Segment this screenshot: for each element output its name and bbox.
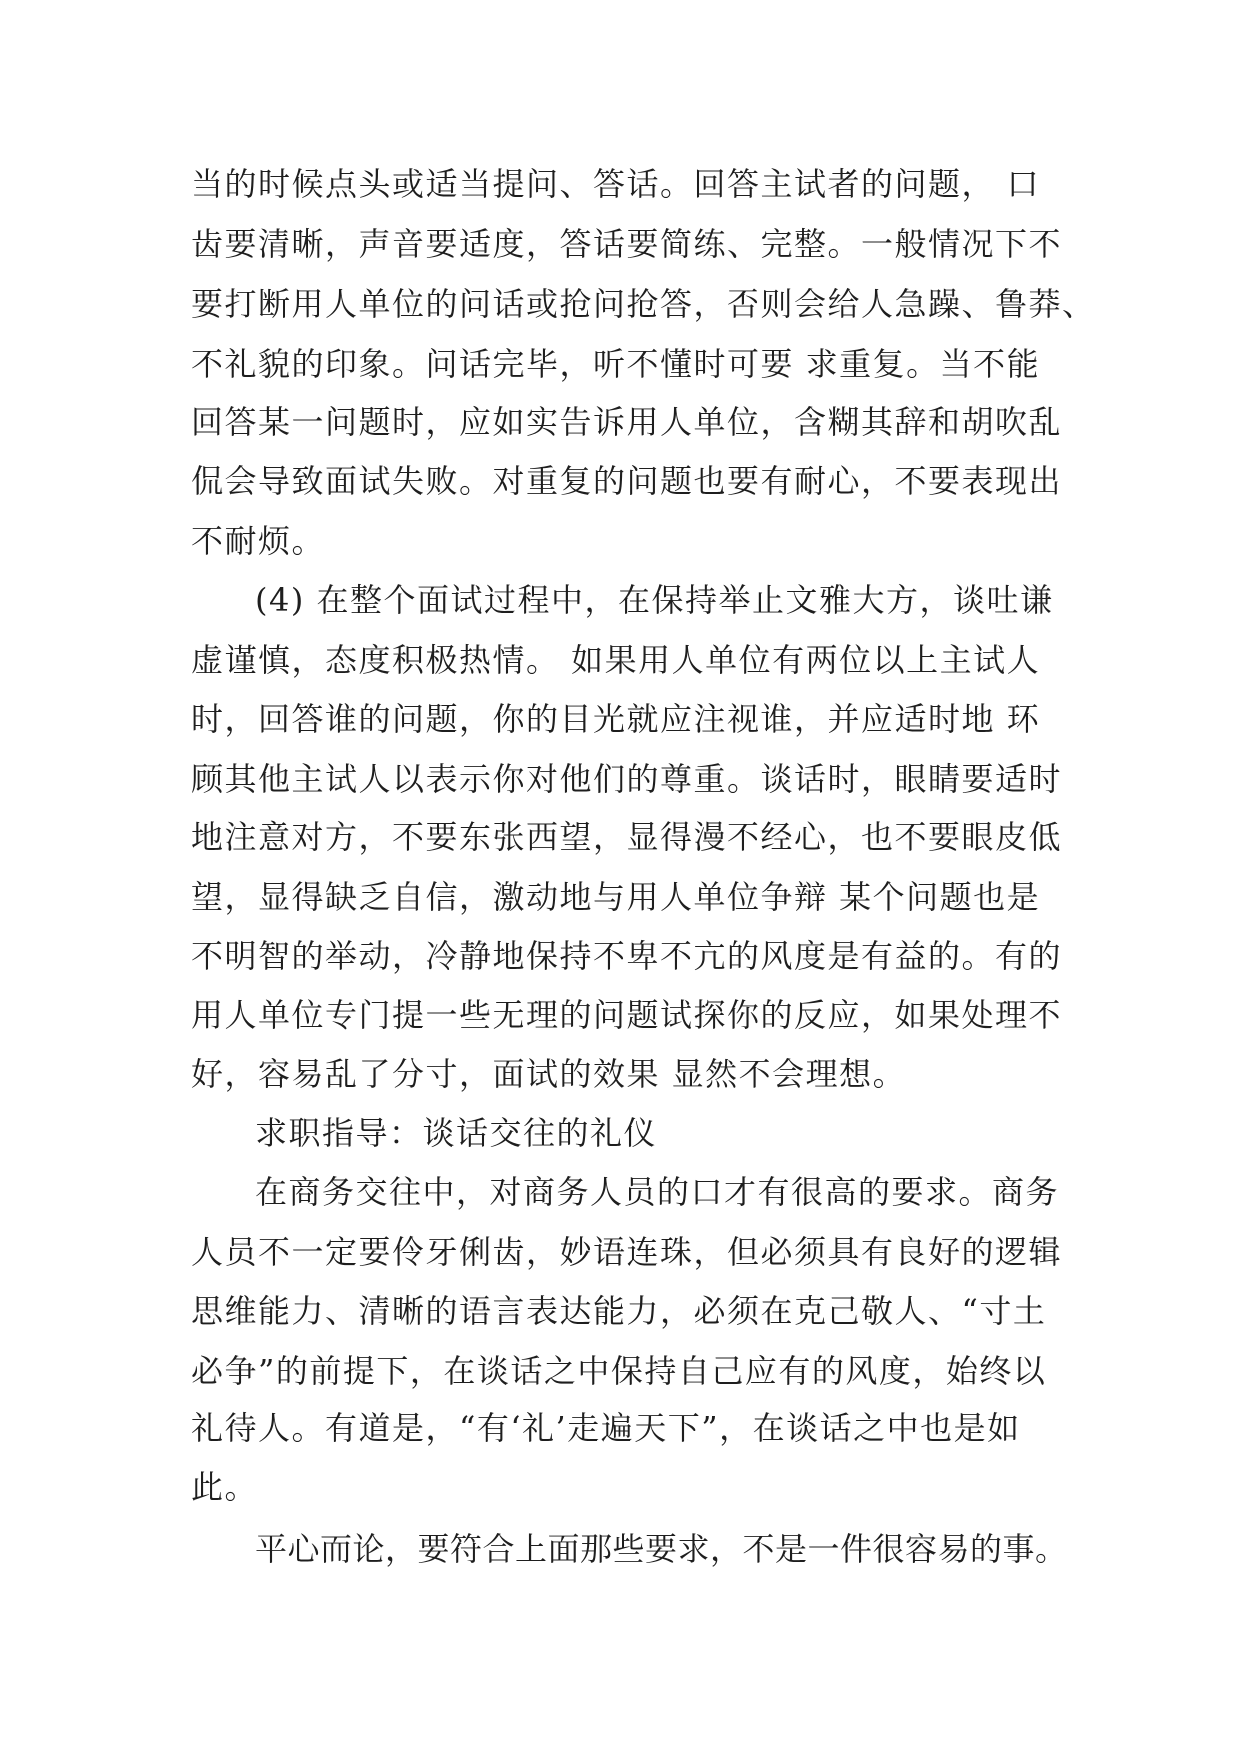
- text-line: 侃会导致面试失败。对重复的问题也要有耐心，不要表现出: [191, 462, 1063, 500]
- text-line: 此。: [191, 1468, 259, 1506]
- text-line: (4) 在整个面试过程中，在保持举止文雅大方，谈吐谦: [255, 581, 1054, 619]
- text-line: 要打断用人单位的问话或抢问抢答，否则会给人急躁、鲁莽、: [191, 285, 1096, 323]
- text-line: 不礼貌的印象。问话完毕，听不懂时可要 求重复。当不能: [191, 345, 1041, 383]
- text-line: 齿要清晰，声音要适度，答话要简练、完整。一般情况下不: [191, 225, 1063, 263]
- text-line: 当的时候点头或适当提问、答话。回答主试者的问题， 口: [191, 165, 1041, 203]
- text-line: 用人单位专门提一些无理的问题试探你的反应，如果处理不: [191, 996, 1063, 1034]
- text-line: 时，回答谁的问题，你的目光就应注视谁，并应适时地 环: [191, 700, 1041, 738]
- text-line: 望，显得缺乏自信，激动地与用人单位争辩 某个问题也是: [191, 878, 1041, 916]
- text-line: 不明智的举动，冷静地保持不卑不亢的风度是有益的。有的: [191, 937, 1063, 975]
- text-line: 回答某一问题时，应如实告诉用人单位，含糊其辞和胡吹乱: [191, 403, 1063, 441]
- text-line: 必争”的前提下，在谈话之中保持自己应有的风度，始终以: [191, 1352, 1047, 1390]
- text-line: 顾其他主试人以表示你对他们的尊重。谈话时，眼睛要适时: [191, 760, 1063, 798]
- text-line: 在商务交往中，对商务人员的口才有很高的要求。商务: [255, 1173, 1060, 1211]
- text-line: 人员不一定要伶牙俐齿，妙语连珠，但必须具有良好的逻辑: [191, 1233, 1063, 1271]
- text-line: 虚谨慎，态度积极热情。 如果用人单位有两位以上主试人: [191, 641, 1041, 679]
- text-line: 平心而论，要符合上面那些要求，不是一件很容易的事。: [255, 1530, 1068, 1568]
- text-line: 好，容易乱了分寸，面试的效果 显然不会理想。: [191, 1055, 907, 1093]
- text-line: 不耐烦。: [191, 522, 326, 560]
- text-line: 思维能力、清晰的语言表达能力，必须在克己敬人、“寸土: [191, 1292, 1047, 1330]
- text-line: 礼待人。有道是，“有‘礼’走遍天下”，在谈话之中也是如: [191, 1409, 1021, 1447]
- section-heading: 求职指导：谈话交往的礼仪: [255, 1114, 658, 1152]
- text-line: 地注意对方，不要东张西望，显得漫不经心，也不要眼皮低: [191, 818, 1063, 856]
